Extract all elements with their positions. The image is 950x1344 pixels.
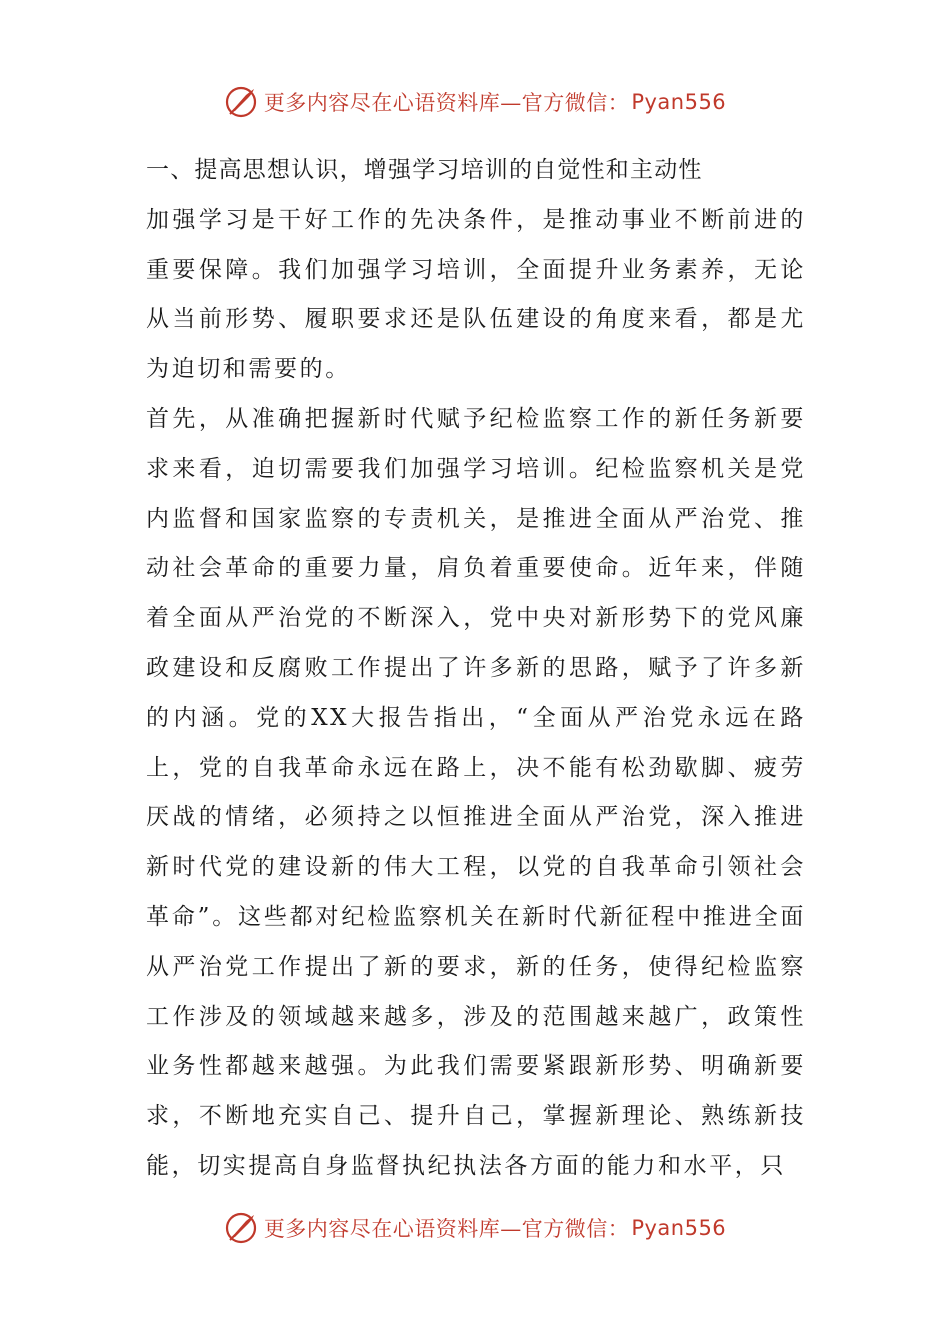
watermark-banner-bottom (0, 1206, 950, 1250)
watermark-site-text: 更多内容尽在心语资料库—官方微信： (263, 91, 630, 115)
paragraph: 首先，从准确把握新时代赋予纪检监察工作的新任务新要求来看，迫切需要我们加强学习培训。纪检监察机关是党内监督和国家监察的专责机关，是推进全面从严治党、推动社会革命的重要力量，肩负着重要使命。近年来，伴随着全面从严治党的不断深入，党中央对新形势下的党风廉政建设和反腐败工作提出了许多新的思路，赋予了许多新的内涵。党的XX大报告指出，“全面从严治党永远在路上，党的自我革命永远在路上，决不能有松劲歇脚、疲劳厌战的情绪，必须持之以恒推进全面从严治党，深入推进新时代党的建设新的伟大工程，以党的自我革命引领社会革命”。这些都对纪检监察机关在新时代新征程中推进全面从严治党工作提出了新的要求，新的任务，使得纪检监察工作涉及的领域越来越多，涉及的范围越来越广，政策性业务性都越来越强。为此我们需要紧跟新形势、明确新要求，不断地充实自己、提升自己，掌握新理论、熟练新技能，切实提高自身监督执纪执法各方面的能力和水平，只 (146, 405, 806, 1179)
paragraph: 加强学习是干好工作的先决条件，是推动事业不断前进的重要保障。我们加强学习培训，全面提升业务素养，无论从当前形势、履职要求还是队伍建设的角度来看，都是尤为迫切和需要的。 (146, 206, 806, 383)
quill-pen-logo-icon (224, 85, 258, 119)
document-body (146, 146, 806, 1192)
watermark-wechat-id: Pyan556 (631, 90, 727, 114)
section-heading: 一、提高思想认识，增强学习培训的自觉性和主动性 (146, 157, 703, 183)
watermark-site-text: 更多内容尽在心语资料库—官方微信： (263, 1217, 630, 1241)
watermark-wechat-id: Pyan556 (631, 1216, 727, 1240)
quill-pen-logo-icon (224, 1211, 258, 1245)
watermark-banner-top (0, 80, 950, 124)
